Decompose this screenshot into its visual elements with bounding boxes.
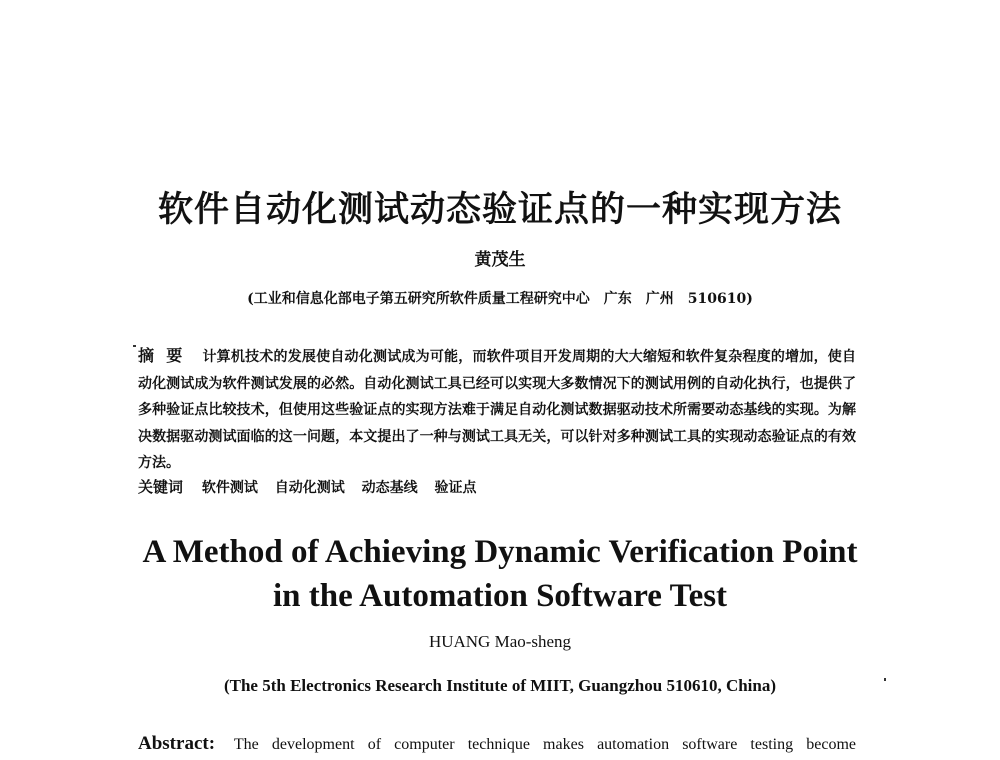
english-title: [0, 530, 1000, 618]
english-abstract-label: Abstract:: [138, 733, 216, 754]
english-affiliation: (The 5th Electronics Research Institute of MIIT, Guangzhou 510610, China): [223, 676, 777, 695]
chinese-title: 软件自动化测试动态验证点的一种实现方法: [157, 190, 842, 230]
keyword: 验证点: [434, 480, 477, 496]
chinese-affiliation: (工业和信息化部电子第五研究所软件质量工程研究中心 广东 广州 510610): [247, 291, 753, 307]
chinese-keywords-label: 关键词: [138, 478, 184, 496]
keyword: 自动化测试: [274, 480, 345, 496]
chinese-abstract: [138, 343, 856, 477]
english-abstract: [138, 733, 856, 755]
chinese-keywords: [138, 476, 856, 497]
english-author: HUANG Mao-sheng: [428, 632, 572, 651]
english-abstract-text: The development of computer technique makes automation software testing become: [233, 736, 856, 753]
keyword: 动态基线: [361, 480, 418, 496]
chinese-abstract-text: 计算机技术的发展使自动化测试成为可能，而软件项目开发周期的大大缩短和软件复杂程度的增加，使自动化测试成为软件测试发展的必然。自动化测试工具已经可以实现大多数情况下的测试用例的自动化执行，也提供了多种验证点比较技术，但使用这些验证点的实现方法难于满足自动化测试数据驱动技术所需要动态基线的实现。为解决数据驱动测试面临的这一问题，本文提出了一种与测试工具无关，可以针对多种测试工具的实现动态验证点的有效方法。: [138, 349, 856, 471]
keyword: 软件测试: [201, 480, 258, 496]
english-title-line-1: A Method of Achieving Dynamic Verification Point: [142, 534, 858, 570]
chinese-author: 黄茂生: [474, 250, 526, 270]
english-title-line-2: in the Automation Software Test: [272, 578, 728, 614]
chinese-abstract-label: 摘要: [138, 346, 195, 365]
scan-speck: [133, 345, 136, 347]
scan-speck: [884, 678, 886, 681]
